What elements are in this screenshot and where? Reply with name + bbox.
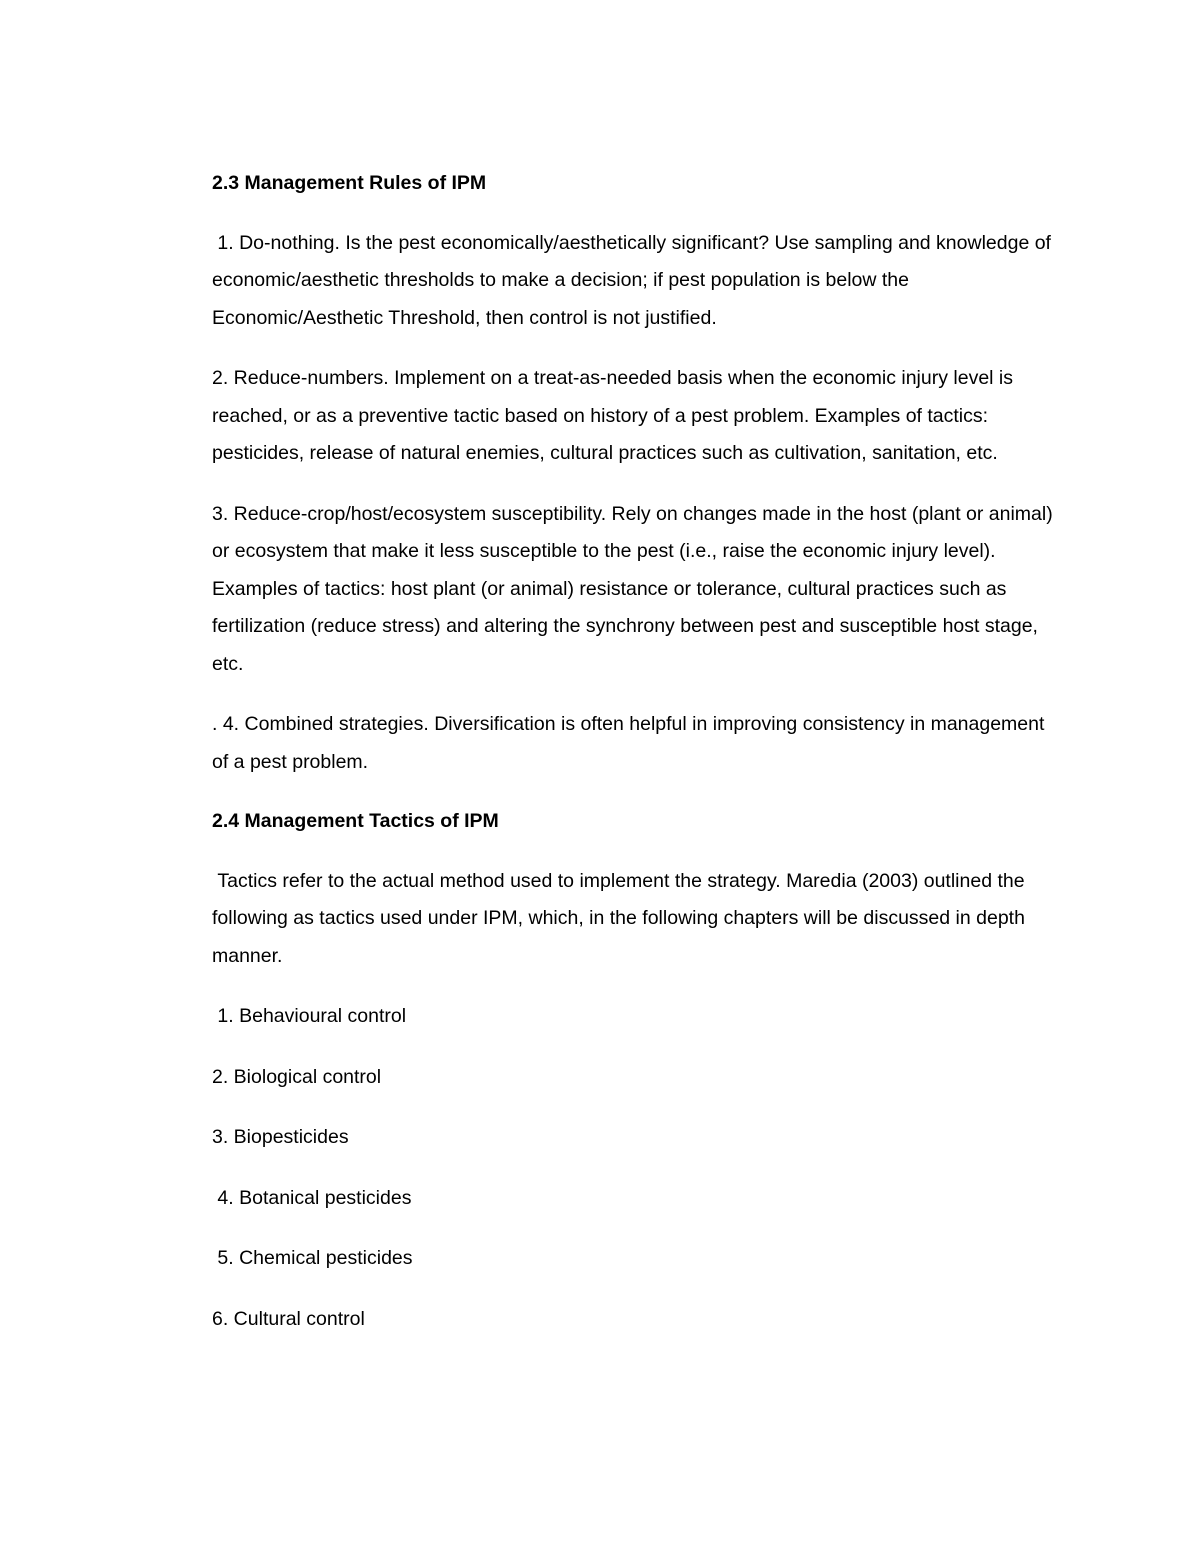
tactic-list-item: 2. Biological control — [212, 1065, 382, 1088]
document-page — [212, 165, 1062, 1361]
tactic-list-item: 5. Chemical pesticides — [212, 1247, 413, 1269]
tactic-list-item: 6. Cultural control — [212, 1307, 365, 1330]
tactic-list-item: 3. Biopesticides — [212, 1126, 349, 1148]
tactic-list-item: 4. Botanical pesticides — [212, 1186, 412, 1209]
rule-combined-strategies: . 4. Combined strategies. Diversification is often helpful in improving consistency in management of a pest problem. — [212, 713, 1045, 773]
section-heading-management-tactics: 2.4 Management Tactics of IPM — [212, 810, 499, 832]
rule-reduce-numbers: 2. Reduce-numbers. Implement on a treat-as-needed basis when the economic injury level is reached, or as a preventive tactic based on history of a pest problem. Examples of tactics: pesticides, release of natural enemies, cultural practices such as cultivation, sanitation, etc. — [212, 367, 1013, 464]
rule-do-nothing: 1. Do-nothing. Is the pest economically/aesthetically significant? Use sampling and knowledge of economic/aesthetic thresholds to make a decision; if pest population is below the Economic/Aesthetic Threshold, then control is not justified. — [212, 231, 1057, 329]
tactic-list-item: 1. Behavioural control — [212, 1005, 407, 1027]
tactics-intro: Tactics refer to the actual method used to implement the strategy. Maredia (2003) outlined the following as tactics used under IPM, which, in the following chapters will be discussed in depth manner. — [212, 869, 1031, 967]
section-heading-management-rules: 2.3 Management Rules of IPM — [212, 172, 487, 194]
rule-reduce-susceptibility: 3. Reduce-crop/host/ecosystem susceptibility. Rely on changes made in the host (plant or animal) or ecosystem that make it less susceptible to the pest (i.e., raise the economic injury level). Examples of tactics: host plant (or animal) resistance or tolerance, cultural practices such as fertilization (reduce stress) and altering the synchrony between pest and susceptible host stage, etc. — [212, 502, 1053, 675]
